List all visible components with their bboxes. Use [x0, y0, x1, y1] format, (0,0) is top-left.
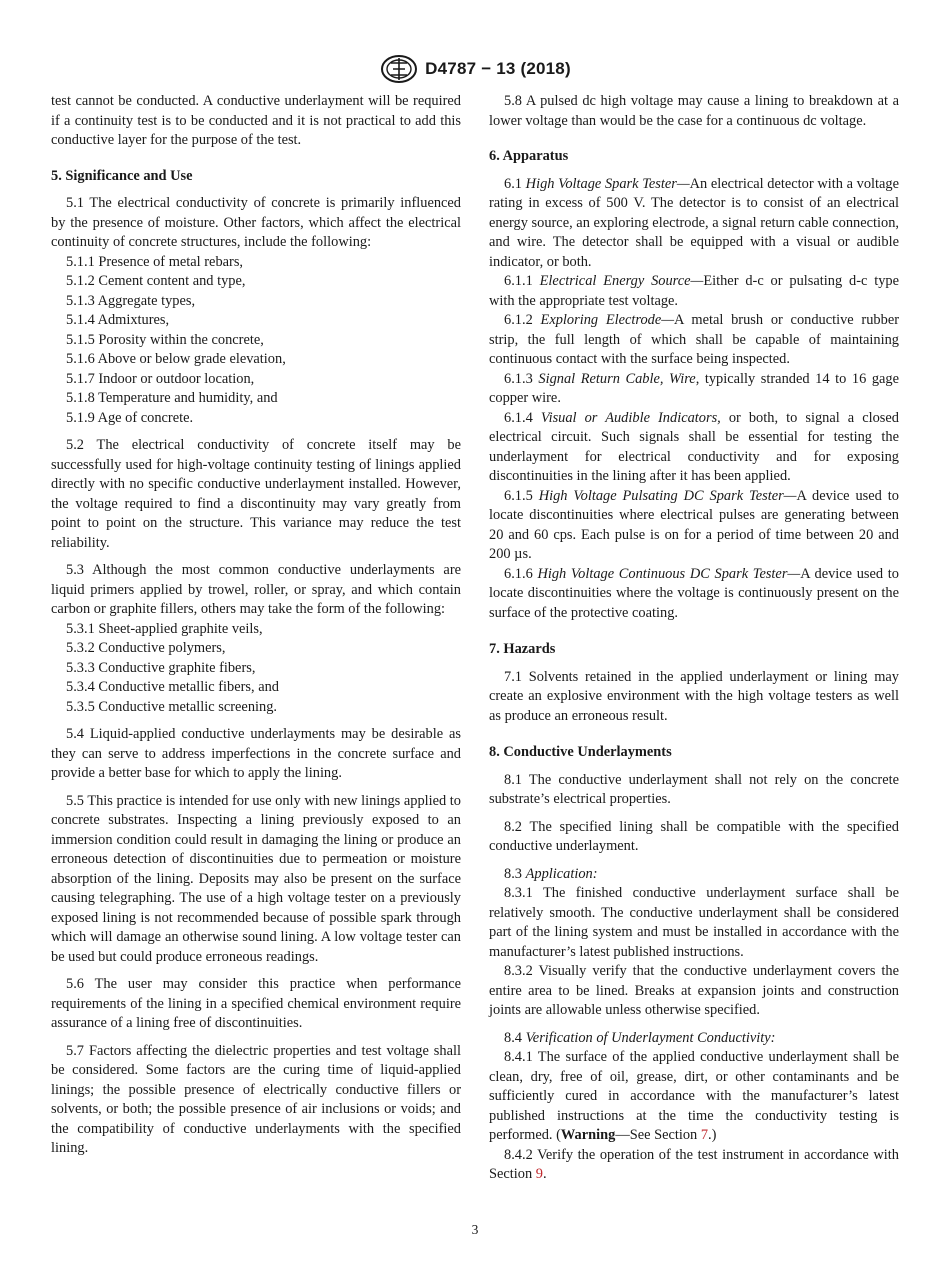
list-item: 5.1.1 Presence of metal rebars,: [66, 253, 244, 270]
list-item: 5.1.2 Cement content and type,: [66, 273, 246, 289]
clause-text: An electrical detector with a voltage rating in excess of 500 V. The detector is to consist of an electrical energy source, an exploring electrode, a signal return cable connection, and wire. The detector shall be equipped with a visual or audible indicator, or both.: [489, 175, 899, 270]
paragraph-6-1-5: [489, 487, 899, 565]
paragraph-6-1-2: [489, 311, 899, 370]
page-number: 3: [471, 1222, 479, 1237]
clause-text: 8.4.2 Verify the operation of the test instrument in accordance with Section: [489, 1146, 899, 1182]
paragraph-5-4: 5.4 Liquid-applied conductive underlayments may be desirable as they can serve to address imperfections in the concrete surface and provide a better base for which to apply the lining.: [51, 726, 461, 781]
page-header: [0, 52, 950, 86]
term: Exploring Electrode—: [540, 312, 675, 328]
section-link-9[interactable]: 9: [535, 1166, 543, 1182]
paragraph-8-3: [489, 865, 899, 885]
clause-number: 6.1.1: [504, 273, 533, 289]
term: Verification of Underlayment Conductivity:: [525, 1029, 776, 1046]
paragraph-8-4-1: [489, 1048, 899, 1146]
list-item: 5.1.4 Admixtures,: [66, 312, 170, 328]
paragraph-8-3-2: 8.3.2 Visually verify that the conductive underlayment covers the entire area to be lined. Breaks at expansion joints and construction joints are allowable unless otherwise specified.: [489, 963, 899, 1018]
clause-text: A metal brush or conductive rubber strip, the full length of which shall be capable of maintaining continuous contact with the surface being inspected.: [489, 312, 899, 367]
clause-text: A device used to locate discontinuities where the voltage is continuously present on the surface of the protective coating.: [489, 565, 899, 621]
clause-number: 6.1.5: [504, 487, 533, 504]
paragraph-8-4: [489, 1029, 899, 1049]
right-column: [489, 92, 899, 1185]
paragraph-8-1: 8.1 The conductive underlayment shall not rely on the concrete substrate’s electrical properties.: [489, 771, 899, 807]
clause-number: 6.1.6: [504, 565, 533, 582]
term: Signal Return Cable, Wire: [538, 370, 696, 387]
section-link-7[interactable]: 7: [700, 1127, 709, 1143]
paragraph-8-3-1: 8.3.1 The finished conductive underlayment surface shall be relatively smooth. The conductive underlayment shall be considered part of the lining system and must be installed in accordance with the manufacturer’s latest published instructions.: [489, 885, 899, 960]
section-heading-8: 8. Conductive Underlayments: [489, 744, 672, 760]
list-item: 5.1.8 Temperature and humidity, and: [66, 390, 278, 406]
paragraph-8-2: 8.2 The specified lining shall be compatible with the specified conductive underlayment.: [489, 818, 899, 854]
paragraph-8-4-2: [489, 1146, 899, 1185]
paragraph-6-1-1: [489, 272, 899, 311]
warning-label: Warning: [560, 1127, 616, 1143]
paragraph-5-3: 5.3 Although the most common conductive underlayments are liquid primers applied by trowel, roller, or spray, and which contain carbon or graphite fillers, others may take the form of the following:: [51, 562, 461, 617]
paragraph-7-1: 7.1 Solvents retained in the applied underlayment or lining may create an explosive environment with the high voltage testers as well as produce an erroneous result.: [489, 668, 899, 724]
left-column: [51, 92, 461, 1159]
clause-text: 8.4.1 The surface of the applied conductive underlayment shall be clean, dry, free of oil, grease, dirt, or other contaminants and be sufficiently cured in accordance with the manufacturer’s latest published instructions at the time the conductivity testing is performed. (: [489, 1049, 899, 1143]
list-item: 5.3.3 Conductive graphite fibers,: [66, 659, 256, 676]
list-item: 5.1.7 Indoor or outdoor location,: [66, 370, 255, 387]
list-item: 5.3.5 Conductive metallic screening.: [66, 698, 278, 715]
clause-text: , typically stranded 14 to 16 gage copper wire.: [489, 370, 900, 406]
list-item: 5.3.2 Conductive polymers,: [66, 640, 226, 656]
clause-text: Either d-c or pulsating d-c type with the appropriate test voltage.: [489, 273, 899, 309]
paragraph-5-2: 5.2 The electrical conductivity of concrete itself may be successfully used for high-voltage continuity testing of linings applied directly with no specific conductive underlayment installed. However, the voltage required to find a discontinuity may vary greatly from point to point on the structure. This variance may reduce the test reliability.: [51, 437, 461, 551]
paragraph-6-1-6: [489, 565, 899, 624]
continued-paragraph: test cannot be conducted. A conductive underlayment will be required if a continuity test is to be conducted and it is not practical to add this conductive layer for the purpose of the test.: [51, 93, 461, 148]
paragraph-5-1: 5.1 The electrical conductivity of concrete is primarily influenced by the presence of moisture. Other factors, which affect the electrical continuity of concrete structures, include the following:: [51, 195, 461, 250]
term: Application:: [525, 865, 598, 882]
paragraph-6-1-3: [489, 370, 899, 409]
term: High Voltage Spark Tester—: [525, 175, 690, 192]
clause-text: .: [542, 1166, 547, 1182]
document-designation: D4787 − 13 (2018): [425, 59, 571, 78]
clause-text: or both, to signal a closed electrical circuit. Such signals shall be essential for testing the underlayment for electrical conductivity and for exposing discontinuities in the lining after it has been applied.: [489, 409, 899, 484]
clause-text: —See Section: [615, 1127, 701, 1143]
paragraph-6-1-4: [489, 409, 899, 487]
term: High Voltage Pulsating DC Spark Tester—: [538, 487, 797, 504]
list-item: 5.1.6 Above or below grade elevation,: [66, 351, 286, 367]
clause-number: 6.1.2: [504, 312, 533, 328]
clause-number: 6.1.3: [504, 370, 533, 387]
list-item: 5.1.5 Porosity within the concrete,: [66, 331, 264, 348]
section-heading-7: 7. Hazards: [489, 641, 556, 657]
clause-number: 8.3: [504, 865, 522, 882]
paragraph-5-6: 5.6 The user may consider this practice when performance requirements of the lining in a specified chemical environment require assurance of a lining free of discontinuities.: [51, 976, 461, 1031]
clause-number: 6.1: [504, 175, 522, 192]
term: High Voltage Continuous DC Spark Tester—: [537, 565, 801, 582]
clause-text: .): [708, 1127, 717, 1143]
paragraph-6-1: [489, 175, 899, 273]
section-heading-6: 6. Apparatus: [489, 148, 569, 164]
paragraph-5-8: 5.8 A pulsed dc high voltage may cause a lining to breakdown at a lower voltage than would be the case for a continuous dc voltage.: [489, 93, 899, 129]
paragraph-5-7: 5.7 Factors affecting the dielectric properties and test voltage shall be considered. Some factors are the curing time of liquid-applied linings; the possible presence of electrically conductive fillers or solvents, or both; the possible presence of air inclusions or voids; and the compatibility of conductive underlayments with the specified lining.: [51, 1042, 461, 1156]
list-item: 5.3.1 Sheet-applied graphite veils,: [66, 620, 263, 637]
paragraph-5-5: 5.5 This practice is intended for use only with new linings applied to concrete substrates. Inspecting a lining previously exposed to an immersion condition could result in damaging the lining or produce an erroneous detection of discontinuities due to permeation or moisture absorption of the lining. Deposits may also be present on the surface causing telegraphing. The use of a high voltage tester on a previously exposed lining is not recommended because of possible spark through which will damage an otherwise sound lining. A low voltage tester can be used but could produce erroneous readings.: [51, 792, 462, 965]
astm-logo-icon: [379, 54, 419, 84]
list-item: 5.1.3 Aggregate types,: [66, 292, 196, 309]
term: Electrical Energy Source—: [539, 273, 704, 289]
clause-text: A device used to locate discontinuities where electrical pulses are generating between 20 and 60 cps. Each pulse is on for a period of time between 20 and 200 µs.: [489, 487, 899, 562]
clause-number: 8.4: [504, 1029, 522, 1046]
list-item: 5.1.9 Age of concrete.: [66, 409, 194, 426]
section-heading-5: 5. Significance and Use: [51, 167, 193, 184]
term: Visual or Audible Indicators,: [540, 409, 721, 426]
clause-number: 6.1.4: [504, 409, 533, 426]
list-item: 5.3.4 Conductive metallic fibers, and: [66, 679, 280, 695]
